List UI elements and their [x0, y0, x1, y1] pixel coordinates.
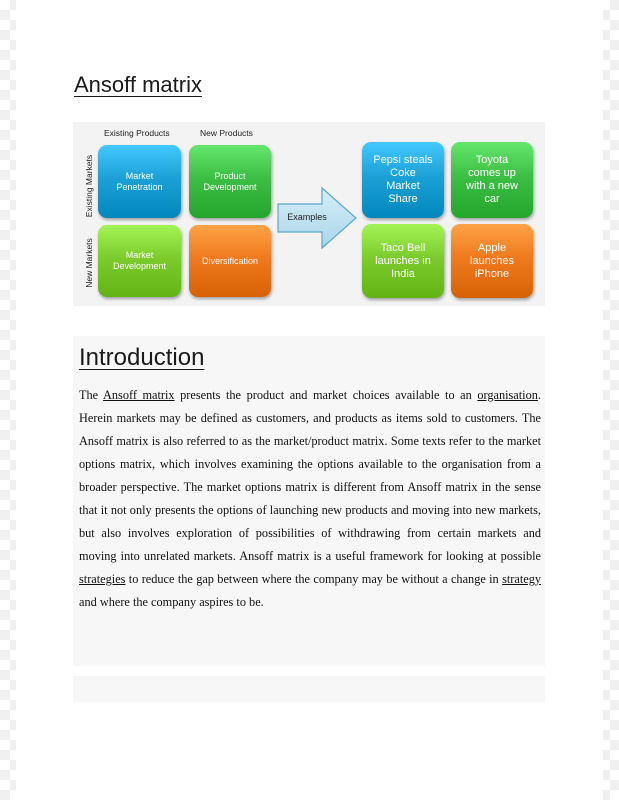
text-2: . Herein markets may be defined as customers, and products as items sold to customers. The Ansoff matrix is also referred to as the market/product matrix. Some texts refer to the market options matrix, which involves examining the options available to the organisation from a broader perspective. The market options matrix is different from Ansoff matrix in the sense that it not only presents the options of launching new products and moving into new markets, but also involves exploration of possibilities of withdrawing from certain markets and moving into unrelated markets. Ansoff matrix is a useful framework for looking at possible [79, 388, 541, 563]
example-tile-pepsi: Pepsi steals Coke Market Share [362, 142, 444, 218]
example-tile-apple: Apple launches iPhone [451, 224, 533, 298]
tile-product-development: Product Development [189, 145, 271, 218]
link-strategies[interactable]: strategies [79, 572, 126, 586]
link-strategy[interactable]: strategy [502, 572, 541, 586]
link-ansoff-matrix[interactable]: Ansoff matrix [103, 388, 175, 402]
link-organisation[interactable]: organisation [477, 388, 538, 402]
introduction-paragraph [79, 384, 541, 614]
footer-block [73, 676, 545, 702]
ansoff-figure [73, 122, 545, 306]
row-label-new-markets: New Markets [84, 238, 94, 288]
text-3: to reduce the gap between where the company may be without a change in [125, 572, 503, 586]
example-tile-taco-bell: Taco Bell launches in India [362, 224, 444, 298]
column-label-new-products: New Products [200, 128, 253, 138]
section-title: Introduction [79, 344, 205, 371]
text-4: and where the company aspires to be. [79, 595, 264, 609]
text-1: presents the product and market choices available to an [174, 388, 478, 402]
tile-market-penetration: Market Penetration [98, 145, 181, 218]
row-label-existing-markets: Existing Markets [84, 154, 94, 218]
page-heading: Ansoff matrix [74, 72, 202, 97]
examples-label: Examples [287, 212, 327, 222]
tile-diversification: Diversification [189, 225, 271, 297]
text-the: The [79, 388, 99, 402]
example-tile-toyota: Toyota comes up with a new car [451, 142, 533, 218]
introduction-section [73, 336, 545, 666]
tile-market-development: Market Development [98, 225, 181, 297]
column-label-existing-products: Existing Products [104, 128, 170, 138]
